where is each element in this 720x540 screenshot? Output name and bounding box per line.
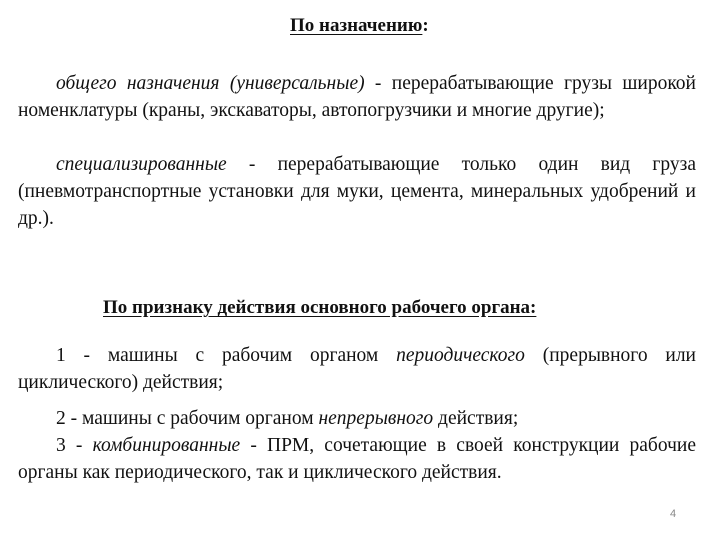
definition-general-purpose: - перерабатывающие грузы широкой номенклатуры (краны, экскаваторы, автопогрузчики и многие другие); [18, 73, 696, 121]
term-specialized: специализированные [56, 154, 227, 175]
definition-specialized: - перерабатывающие только один вид груза (пневмотранспортные установки для муки, цемента, минеральных удобрений и др.). [18, 154, 696, 229]
term-combined: комбинированные [92, 435, 241, 456]
list-item-combined [18, 432, 696, 486]
section-heading-purpose-text: По назначению [290, 15, 423, 36]
term-general-purpose: общего назначения (универсальные) [56, 73, 365, 94]
paragraph-specialized [18, 151, 696, 232]
item-3-prefix: 3 - [56, 435, 93, 456]
item-2-prefix: 2 - машины с рабочим органом [56, 408, 319, 429]
section-heading-working-organ-text: По признаку действия основного рабочего органа: [103, 297, 537, 318]
section-heading-working-organ [103, 297, 536, 319]
list-item-continuous [18, 405, 696, 432]
item-2-suffix: действия; [433, 408, 519, 429]
section-heading-purpose [290, 15, 429, 37]
page-number: 4 [670, 508, 677, 520]
item-3-suffix: - ПРМ, сочетающие в своей конструкции рабочие органы как периодического, так и циклического действия. [18, 435, 696, 483]
paragraph-general-purpose [18, 70, 696, 124]
item-1-suffix: (прерывного или циклического) действия; [18, 345, 696, 393]
section-heading-colon: : [422, 15, 429, 36]
list-item-periodic [18, 342, 696, 396]
term-continuous: непрерывного [318, 408, 434, 429]
term-periodic: периодического [396, 345, 525, 366]
item-1-prefix: 1 - машины с рабочим органом [56, 345, 397, 366]
